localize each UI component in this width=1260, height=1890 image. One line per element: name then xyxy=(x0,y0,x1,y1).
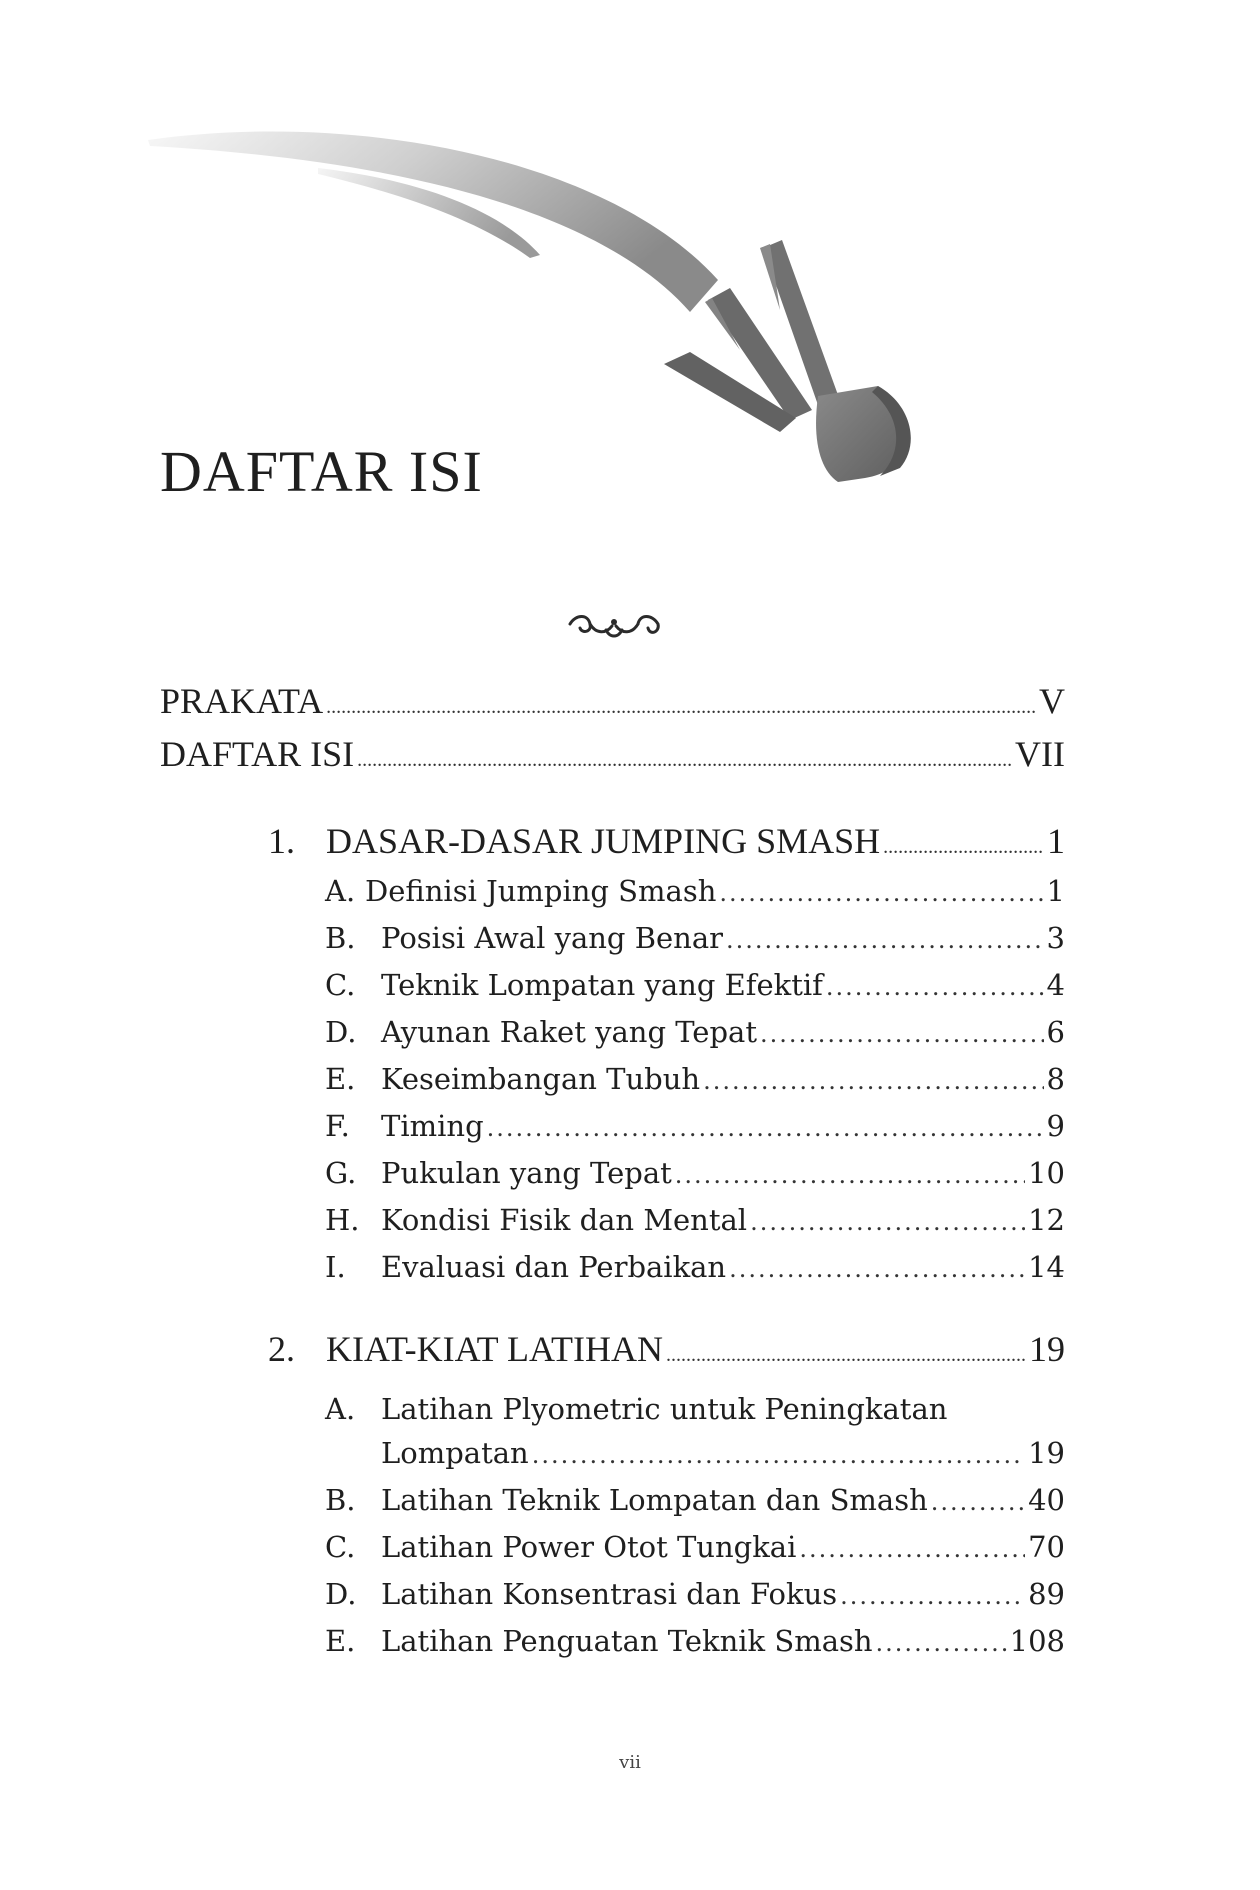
section-title: Latihan Power Otot Tungkai xyxy=(381,1530,797,1564)
section-letter: D. xyxy=(325,1577,357,1611)
toc-section-2a[interactable] xyxy=(325,1392,947,1426)
section-letter: C. xyxy=(325,1530,356,1564)
dot-leader xyxy=(487,1114,1044,1142)
toc-section-1b[interactable] xyxy=(325,921,1065,967)
section-letter: B. xyxy=(325,921,356,955)
section-letter: D. xyxy=(325,1015,357,1049)
section-title: Kondisi Fisik dan Mental xyxy=(381,1203,748,1237)
toc-section-2d[interactable] xyxy=(325,1577,1065,1623)
section-letter: B. xyxy=(325,1483,356,1517)
ornament-icon xyxy=(566,610,662,644)
dot-leader xyxy=(357,749,1012,772)
section-page: 9 xyxy=(1046,1109,1065,1143)
toc-entry-label: DAFTAR ISI xyxy=(160,734,355,774)
dot-leader xyxy=(760,1020,1044,1048)
toc-entry-label: PRAKATA xyxy=(160,681,324,721)
toc-section-1i[interactable] xyxy=(325,1250,1065,1296)
dot-leader xyxy=(719,879,1043,907)
toc-section-1e[interactable] xyxy=(325,1062,1065,1108)
section-title: Definisi Jumping Smash xyxy=(365,874,717,908)
toc-section-2b[interactable] xyxy=(325,1483,1065,1529)
dot-leader xyxy=(883,836,1044,859)
section-page: 6 xyxy=(1046,1015,1065,1049)
section-page: 40 xyxy=(1028,1483,1065,1517)
dot-leader xyxy=(876,1629,1007,1657)
section-title: Teknik Lompatan yang Efektif xyxy=(381,968,823,1002)
section-letter: H. xyxy=(325,1203,360,1237)
dot-leader xyxy=(703,1067,1043,1095)
section-page: 14 xyxy=(1028,1250,1065,1284)
dot-leader xyxy=(675,1161,1025,1189)
section-letter: A. xyxy=(325,874,356,908)
section-letter: G. xyxy=(325,1156,357,1190)
toc-section-1d[interactable] xyxy=(325,1015,1065,1061)
toc-section-2c[interactable] xyxy=(325,1530,1065,1576)
toc-entry-page: VII xyxy=(1015,734,1065,774)
chapter-page: 1 xyxy=(1047,821,1065,861)
section-title: Pukulan yang Tepat xyxy=(381,1156,672,1190)
toc-entry-page: V xyxy=(1039,681,1065,721)
section-letter: A. xyxy=(325,1392,356,1426)
toc-entry-prakata[interactable] xyxy=(160,680,1065,736)
section-title: Posisi Awal yang Benar xyxy=(381,921,724,955)
dot-leader xyxy=(750,1208,1025,1236)
dot-leader xyxy=(799,1535,1025,1563)
dot-leader xyxy=(326,696,1036,719)
section-title: Evaluasi dan Perbaikan xyxy=(381,1250,727,1284)
toc-section-1c[interactable] xyxy=(325,968,1065,1014)
toc-section-1h[interactable] xyxy=(325,1203,1065,1249)
dot-leader xyxy=(726,926,1044,954)
section-title: Latihan Plyometric untuk Peningkatan xyxy=(381,1392,948,1426)
section-page: 12 xyxy=(1028,1203,1065,1237)
section-page: 89 xyxy=(1028,1577,1065,1611)
section-title: Latihan Teknik Lompatan dan Smash xyxy=(381,1483,928,1517)
section-letter: E. xyxy=(325,1062,356,1096)
section-letter: E. xyxy=(325,1624,356,1658)
section-page: 10 xyxy=(1028,1156,1065,1190)
section-page: 4 xyxy=(1046,968,1065,1002)
toc-section-1f[interactable] xyxy=(325,1109,1065,1155)
chapter-number: 1. xyxy=(268,821,295,861)
dot-leader xyxy=(532,1441,1025,1469)
chapter-title: KIAT-KIAT LATIHAN xyxy=(326,1329,663,1369)
section-title-continued: Lompatan xyxy=(381,1436,529,1470)
section-title: Timing xyxy=(381,1109,484,1143)
chapter-page: 19 xyxy=(1029,1329,1065,1369)
section-letter: C. xyxy=(325,968,356,1002)
toc-entry-daftar-isi[interactable] xyxy=(160,733,1065,789)
section-letter: I. xyxy=(325,1250,346,1284)
chapter-title: DASAR-DASAR JUMPING SMASH xyxy=(326,821,881,861)
toc-chapter-2[interactable] xyxy=(268,1328,1065,1384)
section-title: Latihan Penguatan Teknik Smash xyxy=(381,1624,873,1658)
dot-leader xyxy=(826,973,1044,1001)
toc-chapter-1[interactable] xyxy=(268,820,1065,876)
section-page: 70 xyxy=(1028,1530,1065,1564)
section-page: 3 xyxy=(1046,921,1065,955)
toc-section-1a[interactable] xyxy=(325,874,1065,920)
toc-section-1g[interactable] xyxy=(325,1156,1065,1202)
section-page: 1 xyxy=(1046,874,1065,908)
page-title: DAFTAR ISI xyxy=(160,439,483,504)
dot-leader xyxy=(931,1488,1025,1516)
toc-section-2e[interactable] xyxy=(325,1624,1065,1670)
dot-leader xyxy=(729,1255,1025,1283)
section-page: 8 xyxy=(1046,1062,1065,1096)
section-title: Ayunan Raket yang Tepat xyxy=(381,1015,757,1049)
section-page: 19 xyxy=(1028,1436,1065,1470)
section-page: 108 xyxy=(1009,1624,1065,1658)
chapter-number: 2. xyxy=(268,1329,295,1369)
page-number: vii xyxy=(619,1752,641,1773)
dot-leader xyxy=(666,1344,1026,1367)
section-title: Latihan Konsentrasi dan Fokus xyxy=(381,1577,838,1611)
section-letter: F. xyxy=(325,1109,350,1143)
toc-section-2a-continued[interactable] xyxy=(381,1436,1065,1482)
dot-leader xyxy=(840,1582,1025,1610)
section-title: Keseimbangan Tubuh xyxy=(381,1062,701,1096)
